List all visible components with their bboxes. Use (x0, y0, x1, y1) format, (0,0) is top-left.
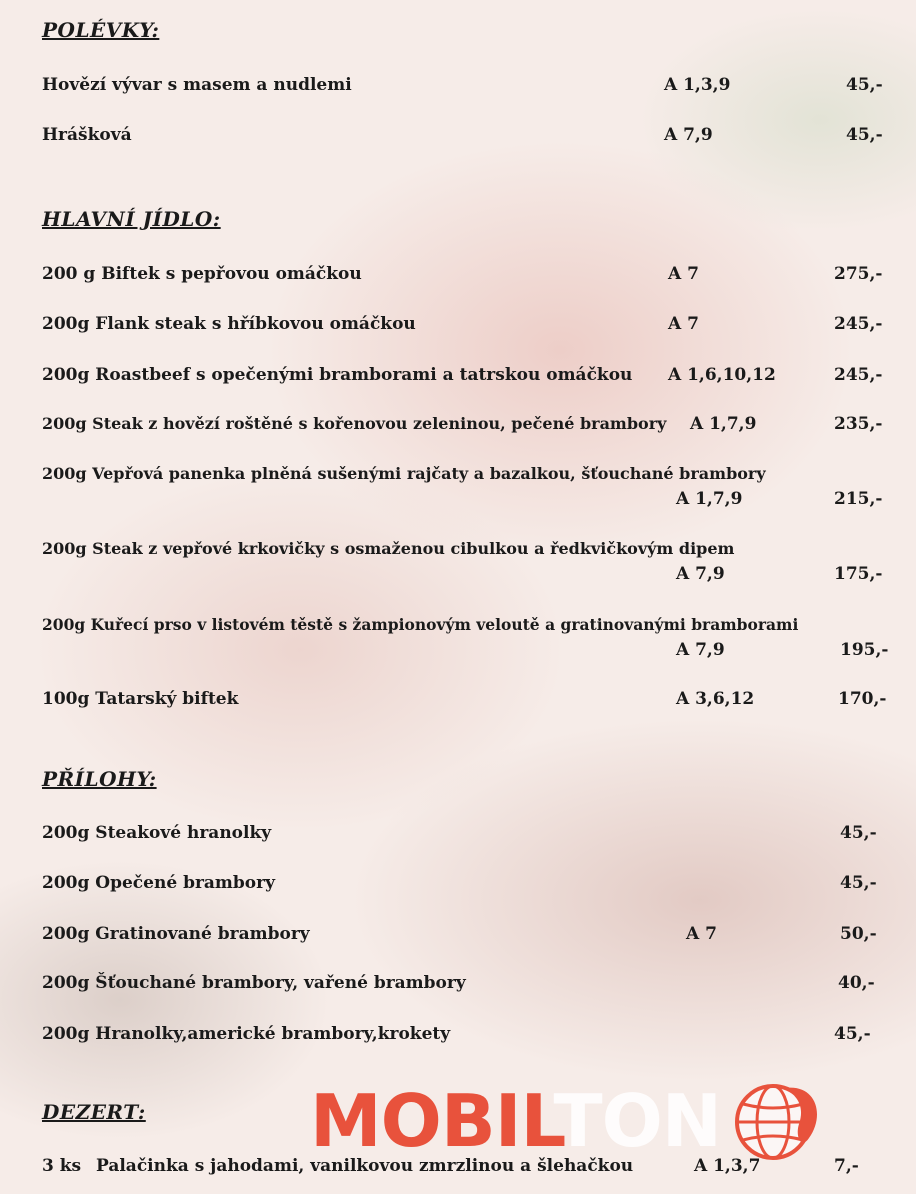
menu-item (0, 75, 916, 99)
menu-item-continued (0, 564, 916, 588)
item-quantity: 3 ks (42, 1156, 82, 1176)
item-allergens: A 1,7,9 (690, 414, 757, 434)
item-price: 45,- (840, 823, 877, 843)
menu-item (0, 264, 916, 288)
section-title-mains: HLAVNÍ JÍDLO: (42, 207, 221, 231)
item-allergens: A 1,7,9 (676, 489, 743, 509)
section-title-sides: PŘÍLOHY: (42, 767, 157, 791)
item-name: 200g Flank steak s hříbkovou omáčkou (42, 314, 416, 334)
menu-item (0, 1024, 916, 1048)
menu-item (0, 1156, 916, 1180)
item-name: 200g Vepřová panenka plněná sušenými rajčaty a bazalkou, šťouchané brambory (42, 464, 766, 483)
item-allergens: A 7,9 (664, 125, 713, 145)
menu-item (0, 464, 916, 488)
item-allergens: A 1,6,10,12 (668, 365, 776, 385)
item-name: 200g Steakové hranolky (42, 823, 272, 843)
menu-item (0, 973, 916, 997)
item-allergens: A 1,3,9 (664, 75, 731, 95)
item-price: 235,- (834, 414, 883, 434)
item-price: 215,- (834, 489, 883, 509)
menu-item (0, 125, 916, 149)
item-price: 45,- (846, 75, 883, 95)
item-name: Hovězí vývar s masem a nudlemi (42, 75, 352, 95)
menu-item (0, 314, 916, 338)
menu-item-continued (0, 489, 916, 513)
item-price: 170,- (838, 689, 887, 709)
menu-item (0, 924, 916, 948)
item-price: 195,- (840, 640, 889, 660)
item-name: 200g Opečené brambory (42, 873, 275, 893)
menu-item (0, 823, 916, 847)
item-price: 245,- (834, 365, 883, 385)
item-price: 40,- (838, 973, 875, 993)
item-price: 50,- (840, 924, 877, 944)
menu-item (0, 365, 916, 389)
item-price: 245,- (834, 314, 883, 334)
item-price: 7,- (834, 1156, 859, 1176)
item-allergens: A 7 (686, 924, 717, 944)
item-name: Hrášková (42, 125, 132, 145)
menu-item (0, 689, 916, 713)
section-title-dessert: DEZERT: (42, 1100, 146, 1124)
item-name: 200g Roastbeef s opečenými bramborami a tatrskou omáčkou (42, 365, 633, 385)
item-name: 200g Kuřecí prso v listovém těstě s žampionovým veloutě a gratinovanými bramborami (42, 615, 799, 634)
item-name: Palačinka s jahodami, vanilkovou zmrzlinou a šlehačkou (96, 1156, 634, 1176)
item-allergens: A 7,9 (676, 640, 725, 660)
item-price: 45,- (834, 1024, 871, 1044)
menu-item-continued (0, 640, 916, 664)
item-allergens: A 3,6,12 (676, 689, 755, 709)
watermark-text: MOBILTON (310, 1079, 722, 1163)
item-allergens: A 7 (668, 264, 699, 284)
menu-item (0, 539, 916, 563)
item-allergens: A 7 (668, 314, 699, 334)
item-name: 200g Steak z vepřové krkovičky s osmaženou cibulkou a ředkvičkovým dipem (42, 539, 735, 558)
item-price: 275,- (834, 264, 883, 284)
item-name: 200g Hranolky,americké brambory,krokety (42, 1024, 451, 1044)
menu-item (0, 615, 916, 639)
watermark-logo (310, 1080, 825, 1162)
item-allergens: A 1,3,7 (694, 1156, 761, 1176)
item-price: 45,- (840, 873, 877, 893)
item-allergens: A 7,9 (676, 564, 725, 584)
item-name: 200 g Biftek s pepřovou omáčkou (42, 264, 362, 284)
item-name: 200g Steak z hovězí roštěné s kořenovou zeleninou, pečené brambory (42, 414, 667, 433)
item-name: 200g Šťouchané brambory, vařené brambory (42, 973, 466, 993)
globe-icon (725, 1076, 825, 1166)
item-name: 200g Gratinované brambory (42, 924, 310, 944)
item-name: 100g Tatarský biftek (42, 689, 239, 709)
section-title-soups: POLÉVKY: (42, 18, 160, 42)
item-price: 175,- (834, 564, 883, 584)
menu-item (0, 414, 916, 438)
menu-item (0, 873, 916, 897)
item-price: 45,- (846, 125, 883, 145)
